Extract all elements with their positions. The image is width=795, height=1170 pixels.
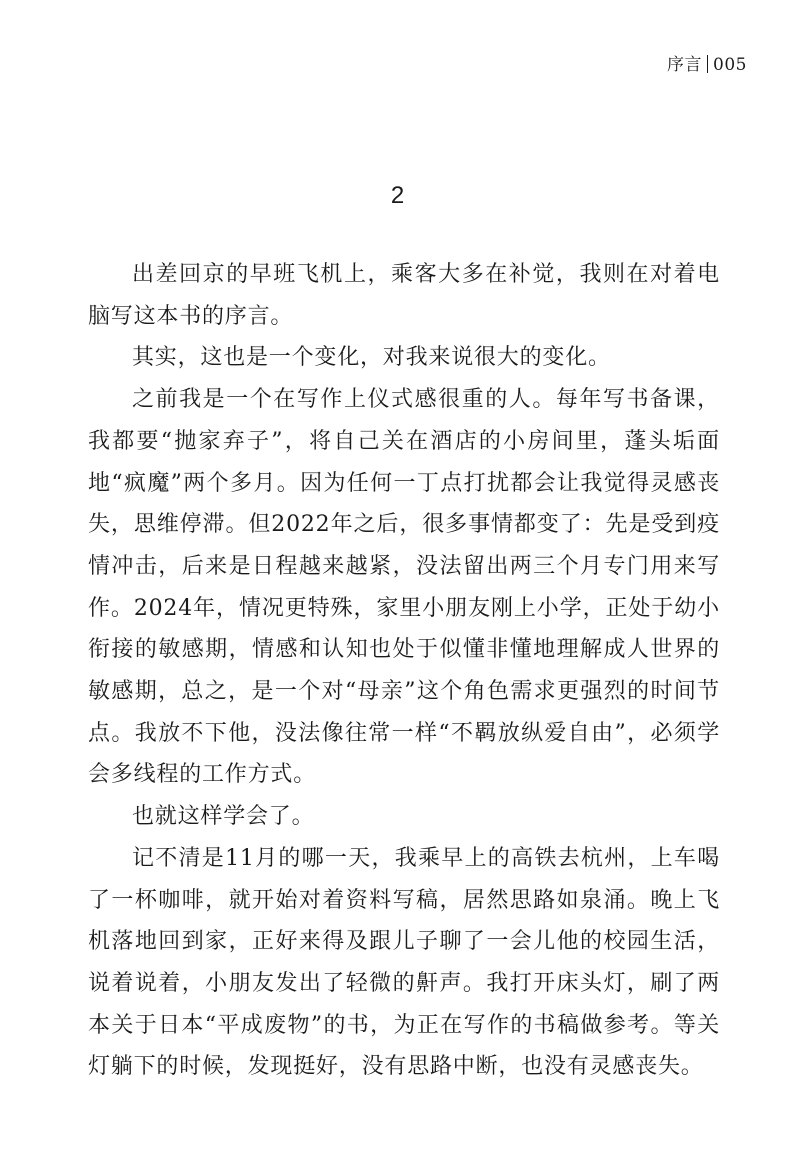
section-number: 2 bbox=[390, 182, 405, 209]
paragraph: 也就这样学会了。 bbox=[132, 804, 315, 830]
paragraph: 记不清是11月的哪一天，我乘早上的高铁去杭州，上车喝了一杯咖啡，就开始对着资料写稿，居然思路如泉涌。晚上飞机落地回到家，正好来得及跟儿子聊了一会儿他的校园生活，说着说着，小朋友发出了轻微的鼾声。我打开床头灯，刷了两本关于日本“平成废物”的书，为正在写作的书稿做参考。等关灯躺下的时候，发现挺好，没有思路中断，也没有灵感丧失。 bbox=[88, 845, 720, 1080]
running-head-title: 序言 bbox=[667, 55, 703, 75]
running-head bbox=[667, 53, 747, 77]
paragraph: 其实，这也是一个变化，对我来说很大的变化。 bbox=[132, 345, 611, 371]
paragraph: 之前我是一个在写作上仪式感很重的人。每年写书备课，我都要“抛家弃子”，将自己关在酒店的小房间里，蓬头垢面地“疯魔”两个多月。因为任何一丁点打扰都会让我觉得灵感丧失，思维停滞。但2022年之后，很多事情都变了：先是受到疫情冲击，后来是日程越来越紧，没法留出两三个月专门用来写作。2024年，情况更特殊，家里小朋友刚上小学，正处于幼小衔接的敏感期，情感和认知也处于似懂非懂地理解成人世界的敏感期，总之，是一个对“母亲”这个角色需求更强烈的时间节点。我放不下他，没法像往常一样“不羁放纵爱自由”，必须学会多线程的工作方式。 bbox=[88, 387, 720, 788]
paragraph: 出差回京的早班飞机上，乘客大多在补觉，我则在对着电脑写这本书的序言。 bbox=[88, 262, 720, 329]
running-head-separator bbox=[707, 55, 708, 73]
page-number: 005 bbox=[713, 55, 747, 75]
body-text bbox=[88, 254, 720, 1088]
